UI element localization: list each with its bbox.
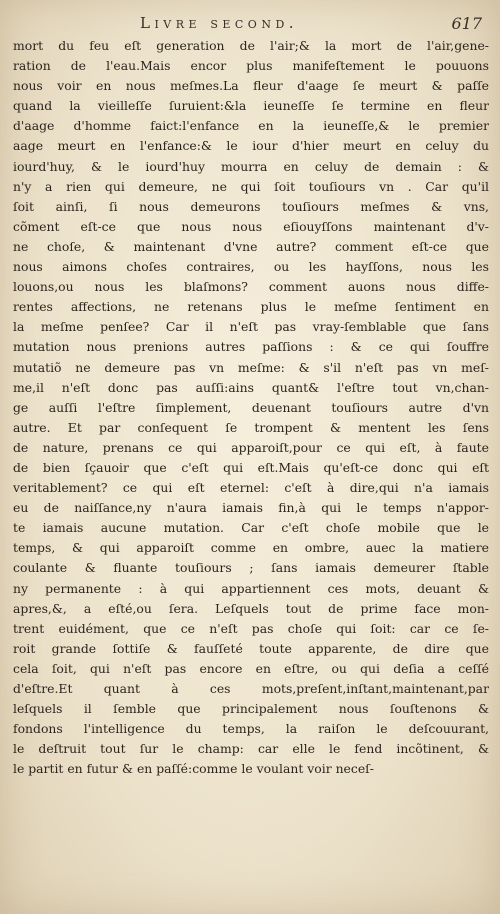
text-line: d'aage d'homme faict:l'enfance en la ieuneſſe,& le premier xyxy=(13,118,489,134)
text-line: aage meurt en l'enfance:& le iour d'hier meurt en celuy du xyxy=(13,138,489,154)
text-line: veritablement? ce qui eſt eternel: c'eſt à dire,qui n'a iamais xyxy=(13,480,489,496)
text-line: mutatiõ ne demeure pas vn meſme: & s'il n'eſt pas vn meſ- xyxy=(13,359,489,375)
page-number: 617 xyxy=(451,14,482,33)
text-line: mutation nous prenions autres paſſions : & ce qui ſouffre xyxy=(13,339,489,355)
text-line: ne choſe, & maintenant d'vne autre? comment eſt-ce que xyxy=(13,238,489,254)
text-line: te iamais aucune mutation. Car c'eſt choſe mobile que le xyxy=(13,520,489,536)
text-line: iourd'huy, & le iourd'huy mourra en celuy de demain : & xyxy=(13,158,489,174)
text-line: n'y a rien qui demeure, ne qui ſoit touſiours vn . Car qu'il xyxy=(13,178,489,194)
text-line: ge auſſi l'eſtre ſimplement, deuenant touſiours autre d'vn xyxy=(13,399,489,415)
text-line: nous aimons choſes contraires, ou les hayſſons, nous les xyxy=(13,259,489,275)
text-line: eu de naiſſance,ny n'aura iamais fin,à qui le temps n'appor- xyxy=(13,500,489,516)
text-line: me,il n'eſt donc pas auſſi:ains quant& l'eſtre tout vn,chan- xyxy=(13,379,489,395)
text-line: trent euidément, que ce n'eſt pas choſe qui ſoit: car ce ſe- xyxy=(13,620,489,636)
text-line: temps, & qui apparoiſt comme en ombre, auec la matiere xyxy=(13,540,489,556)
text-line: ny permanente : à qui appartiennent ces mots, deuant & xyxy=(13,580,489,596)
text-line: leſquels il ſemble que principalement nous ſouſtenons & xyxy=(13,701,489,717)
text-line: ration de l'eau.Mais encor plus manifeſtement le pouuons xyxy=(13,58,489,74)
text-line: roit grande ſottiſe & fauſſeté toute apparente, de dire que xyxy=(13,640,489,656)
text-line: apres,&, a eſté,ou ſera. Leſquels tout de prime face mon- xyxy=(13,600,489,616)
text-line: d'eſtre.Et quant à ces mots,preſent,inſtant,maintenant,par xyxy=(13,681,489,696)
running-title: Livre second. xyxy=(140,14,299,32)
text-line: mort du feu eſt generation de l'air;& la mort de l'air,gene- xyxy=(13,38,489,53)
text-line: de nature, prenans ce qui apparoiſt,pour ce qui eſt, à faute xyxy=(13,439,489,455)
text-line: autre. Et par conſequent ſe trompent & mentent les ſens xyxy=(13,419,489,435)
text-line: cõment eſt-ce que nous nous eſiouyſſons maintenant d'v- xyxy=(13,218,489,234)
text-line: fondons l'intelligence du temps, la raiſon le deſcouurant, xyxy=(13,721,489,737)
text-line: ſoit ainſi, ſi nous demeurons touſiours meſmes & vns, xyxy=(13,198,489,214)
text-line: louons,ou nous les blaſmons? comment auons nous diffe- xyxy=(13,279,489,295)
text-line: le partit en futur & en paſſé:comme le voulant voir neceſ- xyxy=(13,761,374,777)
body-text xyxy=(13,36,489,779)
page-header xyxy=(0,14,500,38)
text-line: quand la vieilleſſe ſuruient:&la ieuneſſe ſe termine en fleur xyxy=(13,98,489,114)
text-line: coulante & fluante touſiours ; ſans iamais demeurer ſtable xyxy=(13,560,489,576)
text-line: rentes affections, ne retenans plus le meſme ſentiment en xyxy=(13,299,489,315)
text-line: nous voir en nous meſmes.La fleur d'aage ſe meurt & paſſe xyxy=(13,78,489,94)
text-line: la meſme penſee? Car il n'eſt pas vray-ſemblable que ſans xyxy=(13,319,489,335)
text-line: cela ſoit, qui n'eſt pas encore en eſtre, ou qui deſia a ceſſé xyxy=(13,660,489,676)
text-line: de bien ſçauoir que c'eſt qui eſt.Mais qu'eſt-ce donc qui eſt xyxy=(13,459,489,475)
text-line: le deſtruit tout ſur le champ: car elle le fend incõtinent, & xyxy=(13,741,489,757)
